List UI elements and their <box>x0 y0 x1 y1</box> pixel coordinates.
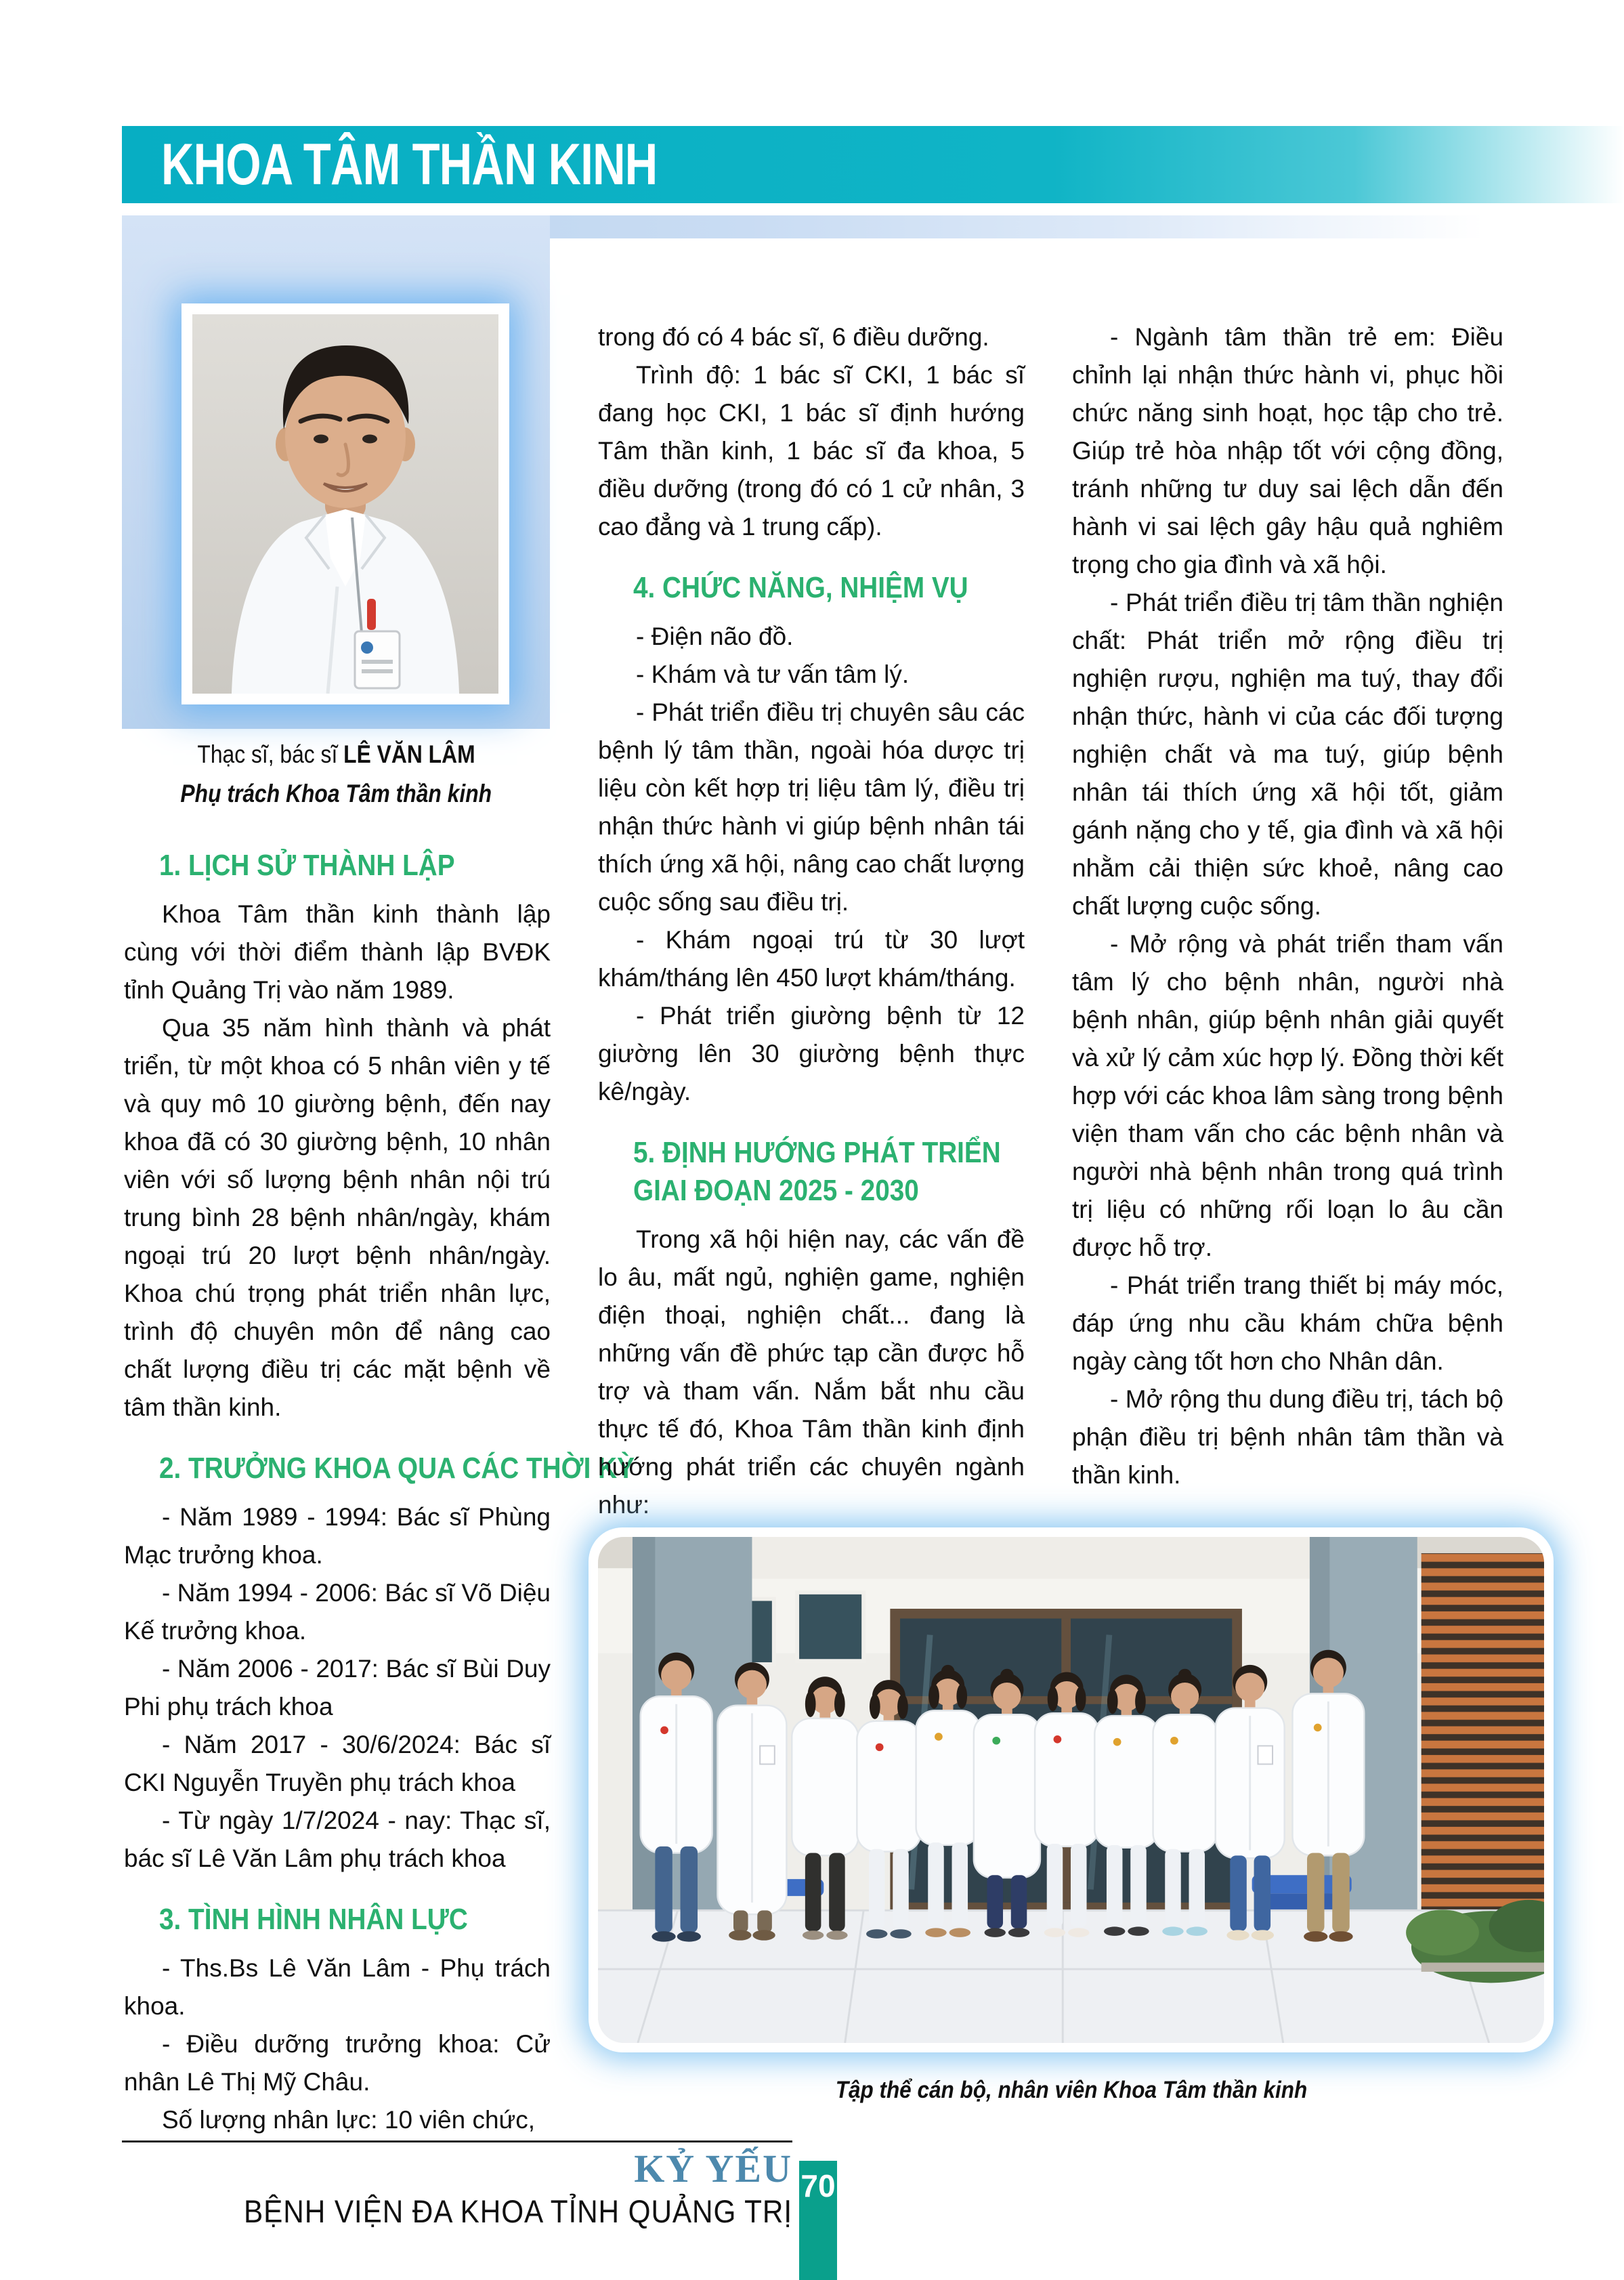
doctor-title: Thạc sĩ, bác sĩ <box>196 740 343 768</box>
page-number: 70 <box>800 2168 836 2203</box>
doctor-portrait-photo <box>181 303 509 704</box>
paragraph: - Năm 1994 - 2006: Bác sĩ Võ Diệu Kế trưởng khoa. <box>124 1579 551 1645</box>
doctor-role: Phụ trách Khoa Tâm thần kinh <box>180 780 492 807</box>
group-photo-illustration <box>598 1537 1544 2043</box>
paragraph: Qua 35 năm hình thành và phát triển, từ một khoa có 5 nhân viên y tế và quy mô 10 giường bệnh, đến nay khoa đã có 30 giường bệnh, 10 nhân viên với số lượng bệnh nhân nội trú trung bình 28 bệnh nhân/ngày, khám ngoại trú 20 lượt bệnh nhân/ngày. Khoa chú trọng phát triển nhân lực, trình độ chuyên môn để nâng cao chất lượng điều trị các mặt bệnh về tâm thần kinh. <box>124 1014 551 1421</box>
section-heading: 3. TÌNH HÌNH NHÂN LỰC <box>159 1903 468 1936</box>
page-title: KHOA TÂM THẦN KINH <box>161 132 658 197</box>
paragraph: - Năm 2017 - 30/6/2024: Bác sĩ CKI Nguyễn Truyền phụ trách khoa <box>124 1731 551 1796</box>
paragraph: - Điều dưỡng trưởng khoa: Cử nhân Lê Thị Mỹ Châu. <box>124 2030 551 2096</box>
footer-divider <box>122 2140 792 2142</box>
paragraph: - Mở rộng và phát triển tham vấn tâm lý cho bệnh nhân, người nhà bệnh nhân, giúp bệnh nhân giải quyết và xử lý cảm xúc hợp lý. Đồng thời kết hợp với các khoa lâm sàng trong bệnh viện tham vấn cho các bệnh nhân và người nhà bệnh nhân trong quá trình trị liệu có những rối loạn lo âu cần được hỗ trợ. <box>1072 930 1503 1261</box>
paragraph: - Từ ngày 1/7/2024 - nay: Thạc sĩ, bác sĩ Lê Văn Lâm phụ trách khoa <box>124 1807 551 1872</box>
doctor-name-line <box>122 737 550 772</box>
doctor-portrait-illustration <box>192 314 498 694</box>
paragraph: - Phát triển điều trị tâm thần nghiện chất: Phát triển mở rộng điều trị nghiện rượu, nghiện ma tuý, thay đổi nhận thức, hành vi của các đối tượng nghiện chất và ma tuý, giúp bệnh nhân tái thích ứng xã hội tốt, giảm gánh nặng cho y tế, gia đình và xã hội nhằm cải thiện sức khoẻ, nâng cao chất lượng cuộc sống. <box>1072 589 1503 920</box>
page-number-badge <box>799 2161 837 2280</box>
group-photo <box>589 1527 1554 2052</box>
paragraph: - Ngành tâm thần trẻ em: Điều chỉnh lại nhận thức hành vi, phục hồi chức năng sinh hoạt, học tập cho trẻ. Giúp trẻ hòa nhập tốt với cộng đồng, tránh những tư duy sai lệch dẫn đến hành vi sai lệch gây hậu quả nghiêm trọng cho gia đình và xã hội. <box>1072 323 1503 578</box>
paragraph: - Năm 2006 - 2017: Bác sĩ Bùi Duy Phi phụ trách khoa <box>124 1655 551 1720</box>
paragraph: Trong xã hội hiện nay, các vấn đề lo âu, mất ngủ, nghiện game, nghiện điện thoại, nghiện chất... đang là những vấn đề phức tạp cần được hỗ trợ và tham vấn. Nắm bắt nhu cầu thực tế đó, Khoa Tâm thần kinh định hướng phát triển các chuyên ngành như: <box>598 1225 1025 1519</box>
header-banner <box>122 126 1624 203</box>
paragraph: - Phát triển điều trị chuyên sâu các bệnh lý tâm thần, ngoài hóa dược trị liệu còn kết hợp trị liệu tâm lý, điều trị nhận thức hành vi giúp bệnh nhân tái thích ứng xã hội, nâng cao chất lượng cuộc sống sau điều trị. <box>598 698 1025 916</box>
paragraph: - Khám ngoại trú từ 30 lượt khám/tháng lên 450 lượt khám/tháng. <box>598 926 1025 992</box>
paragraph: - Phát triển giường bệnh từ 12 giường lên 30 giường bệnh thực kê/ngày. <box>598 1002 1025 1105</box>
column-left <box>124 847 635 2139</box>
paragraph: - Mở rộng thu dung điều trị, tách bộ phận điều trị bệnh nhân tâm thần và thần kinh. <box>1072 1385 1503 1489</box>
footer <box>122 2149 792 2230</box>
group-photo-caption: Tập thể cán bộ, nhân viên Khoa Tâm thần kinh <box>835 2077 1307 2103</box>
section-heading: 1. LỊCH SỬ THÀNH LẬP <box>159 849 455 882</box>
paragraph: - Ths.Bs Lê Văn Lâm - Phụ trách khoa. <box>124 1954 551 2020</box>
paragraph: Số lượng nhân lực: 10 viên chức, <box>162 2106 536 2134</box>
paragraph: Khoa Tâm thần kinh thành lập cùng với thời điểm thành lập BVĐK tỉnh Quảng Trị vào năm 1989. <box>124 900 551 1004</box>
paragraph: - Điện não đồ. <box>636 622 794 650</box>
section-heading: 5. ĐỊNH HƯỚNG PHÁT TRIỂN GIAI ĐOẠN 2025 - 2030 <box>633 1136 1001 1207</box>
footer-hospital-name: BỆNH VIỆN ĐA KHOA TỈNH QUẢNG TRỊ <box>244 2193 792 2229</box>
paragraph: - Khám và tư vấn tâm lý. <box>636 660 910 688</box>
section-heading: 2. TRƯỞNG KHOA QUA CÁC THỜI KỲ <box>159 1452 635 1485</box>
paragraph: - Phát triển trang thiết bị máy móc, đáp ứng nhu cầu khám chữa bệnh ngày càng tốt hơn cho Nhân dân. <box>1072 1271 1503 1375</box>
paragraph: Trình độ: 1 bác sĩ CKI, 1 bác sĩ đang học CKI, 1 bác sĩ định hướng Tâm thần kinh, 1 bác sĩ đa khoa, 5 điều dưỡng (trong đó có 1 cử nhân, 3 cao đẳng và 1 trung cấp). <box>598 361 1025 541</box>
column-middle <box>598 318 1025 1524</box>
column-right <box>1072 318 1503 1494</box>
section-heading: 4. CHỨC NĂNG, NHIỆM VỤ <box>633 571 968 604</box>
footer-book-title: KỶ YẾU <box>634 2147 792 2191</box>
paragraph: - Năm 1989 - 1994: Bác sĩ Phùng Mạc trưởng khoa. <box>124 1503 551 1569</box>
paragraph: trong đó có 4 bác sĩ, 6 điều dưỡng. <box>598 323 989 351</box>
doctor-name: LÊ VĂN LÂM <box>343 740 475 768</box>
doctor-caption <box>122 737 550 811</box>
